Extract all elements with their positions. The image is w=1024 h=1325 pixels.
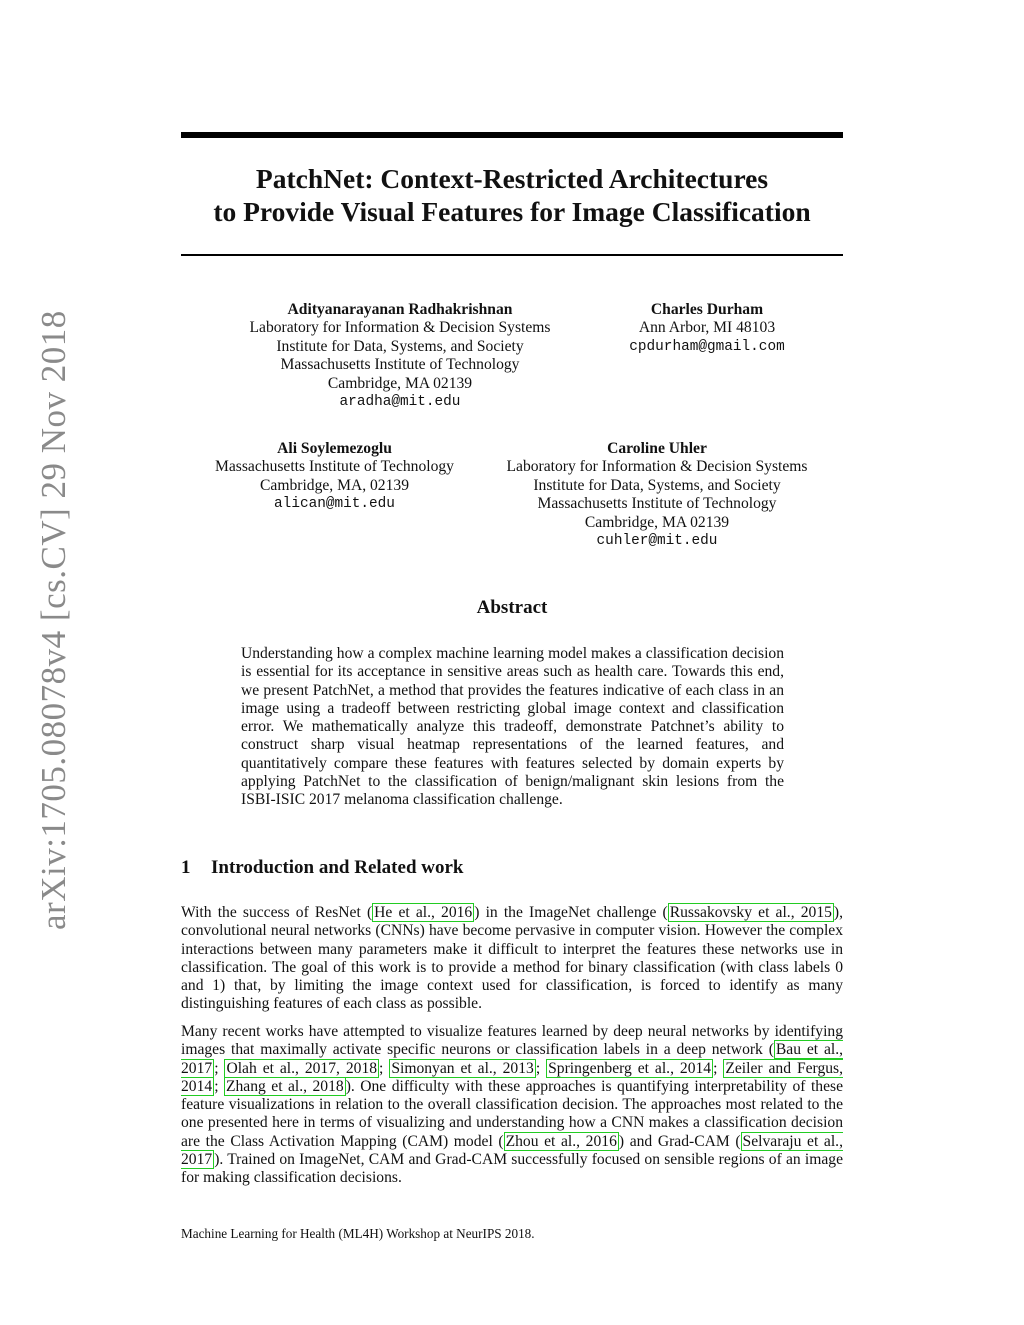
intro-paragraph-1 <box>181 904 843 1014</box>
title-line-1: PatchNet: Context-Restricted Architectures <box>255 163 769 194</box>
author-affiliation: Laboratory for Information & Decision Systems <box>506 458 808 476</box>
author-affiliation: Institute for Data, Systems, and Society <box>276 337 524 355</box>
section-heading <box>181 857 463 879</box>
citation-separator: ; <box>214 1077 224 1095</box>
venue-footnote: Machine Learning for Health (ML4H) Workshop at NeurIPS 2018. <box>181 1226 535 1241</box>
arxiv-identifier: arXiv:1705.08078v4 [cs.CV] 29 Nov 2018 <box>34 310 73 930</box>
citation-link[interactable]: Simonyan et al., 2013 <box>391 1059 534 1077</box>
author-affiliation: Cambridge, MA, 02139 <box>260 476 409 494</box>
author-block-radhakrishnan <box>230 301 570 411</box>
paragraph-text: With the success of ResNet ( <box>181 904 373 921</box>
author-name: Charles Durham <box>650 301 764 318</box>
author-affiliation: Massachusetts Institute of Technology <box>280 356 520 374</box>
author-name: Adityanarayanan Radhakrishnan <box>287 301 513 318</box>
citation-link[interactable]: He et al., 2016 <box>374 904 473 921</box>
title-line-2: to Provide Visual Features for Image Classification <box>213 196 811 227</box>
citation-link[interactable]: Olah et al., 2017, 2018 <box>226 1059 378 1077</box>
section-number: 1 <box>181 857 191 878</box>
author-block-soylemezoglu <box>197 440 472 514</box>
author-email[interactable]: aradha@mit.edu <box>339 394 461 411</box>
paragraph-text: ) and Grad-CAM ( <box>618 1132 741 1150</box>
paragraph-text: ), convolutional neural networks (CNNs) have become pervasive in computer vision. However the complex interactions between many parameters make it difficult to interpret the features these networks use in classification. The goal of this work is to provide a method for binary classification (with class labels 0 and 1) that, by limiting the image context used for classification, is forced to identify as many distinguishing features of each class as possible. <box>181 904 844 1013</box>
citation-link[interactable]: Zhou et al., 2016 <box>505 1132 617 1150</box>
author-affiliation: Institute for Data, Systems, and Society <box>533 476 781 494</box>
author-affiliation: Cambridge, MA 02139 <box>584 513 730 531</box>
author-affiliation: Cambridge, MA 02139 <box>327 374 473 392</box>
intro-paragraph-2 <box>181 1023 843 1188</box>
title-bottom-rule <box>181 254 843 256</box>
abstract-text: Understanding how a complex machine learning model makes a classification decision is essential for its acceptance in sensitive areas such as health care. Towards this end, we present PatchNet, a method that provides the features indicative of each class in an image using a tradeoff between restricting global image context and classification error. We mathematically analyze this tradeoff, demonstrate Patchnet’s ability to construct sharp visual heatmap representations of the learned features, and quantitatively compare these features with features selected by domain experts by applying PatchNet to the classification of benign/malignant skin lesions from the ISBI-ISIC 2017 melanoma classification challenge. <box>241 645 784 809</box>
citation-separator: ; <box>214 1059 225 1077</box>
author-name: Ali Soylemezoglu <box>277 440 392 457</box>
citation-link[interactable]: Russakovsky et al., 2015 <box>669 904 832 921</box>
author-email[interactable]: alican@mit.edu <box>274 496 395 513</box>
paragraph-text: ). Trained on ImageNet, CAM and Grad-CAM successfully focused on sensible regions of an image for making classification decisions. <box>181 1151 843 1187</box>
citation-link[interactable]: Bau et al., 2017 <box>181 1041 843 1077</box>
title-top-rule <box>181 132 843 138</box>
author-block-uhler <box>487 440 827 550</box>
citation-link[interactable]: Zhang et al., 2018 <box>225 1077 344 1095</box>
author-block-durham <box>607 301 807 356</box>
citation-separator: ; <box>713 1059 724 1077</box>
paragraph-text: ) in the ImageNet challenge ( <box>474 904 668 921</box>
author-affiliation: Massachusetts Institute of Technology <box>537 495 777 513</box>
citation-separator: ; <box>535 1059 547 1077</box>
citation-link[interactable]: Springenberg et al., 2014 <box>548 1059 712 1077</box>
paragraph-text: Many recent works have attempted to visualize features learned by deep neural networks by identifying images that maximally activate specific neurons or classification labels in a deep network ( <box>181 1023 843 1059</box>
paper-title <box>181 162 843 228</box>
author-affiliation: Massachusetts Institute of Technology <box>215 458 454 476</box>
abstract-heading: Abstract <box>476 597 548 618</box>
author-email[interactable]: cuhler@mit.edu <box>596 533 718 550</box>
author-name: Caroline Uhler <box>607 440 707 457</box>
author-email[interactable]: cpdurham@gmail.com <box>629 338 785 355</box>
paragraph-text: ). One difficulty with these approaches is quantifying interpretability of these feature visualizations in relation to the overall classification decision. The approaches most related to the one presented here in terms of visualizing and understanding how a CNN makes a classification decision are the Class Activation Mapping (CAM) model ( <box>181 1077 844 1150</box>
author-affiliation: Laboratory for Information & Decision Systems <box>249 319 551 337</box>
citation-link[interactable]: Selvaraju et al., 2017 <box>181 1132 843 1169</box>
citation-separator: ; <box>379 1059 390 1077</box>
citation-link[interactable]: Zeiler and Fergus, 2014 <box>181 1059 844 1095</box>
author-affiliation: Ann Arbor, MI 48103 <box>638 319 776 337</box>
section-title: Introduction and Related work <box>211 857 464 878</box>
